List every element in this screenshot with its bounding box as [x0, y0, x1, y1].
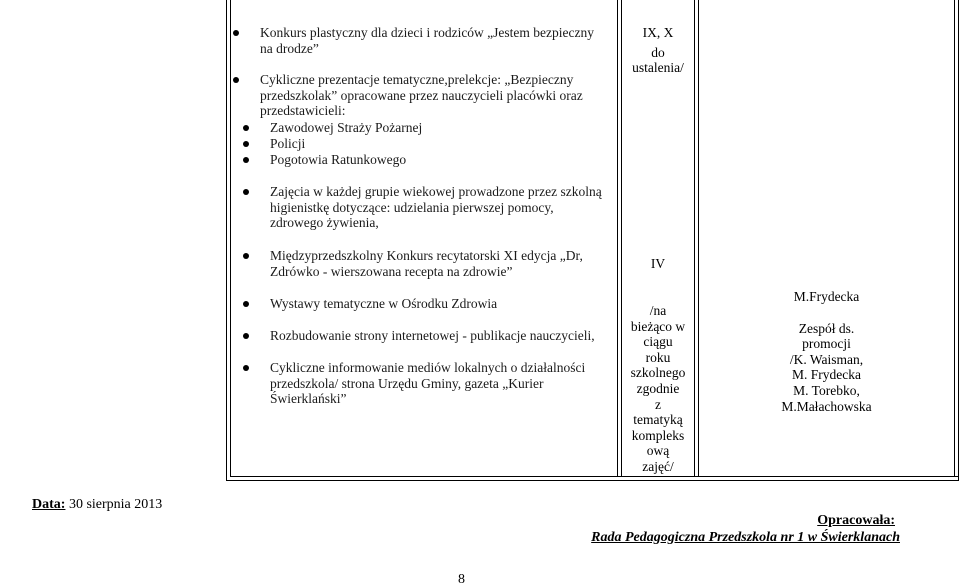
list-item: Cykliczne prezentacje tematyczne,prelekcje: „Bezpieczny przedszkolak” opracowane przez nauczycieli placówki oraz przedstawicieli:	[260, 72, 600, 119]
prepared-label-wrap	[560, 513, 895, 529]
table-border-left-inner	[230, 0, 231, 476]
date-label: Data:	[32, 497, 66, 512]
term-cell-2: IV	[650, 256, 666, 271]
bullet-icon	[243, 253, 249, 259]
list-item: Wystawy tematyczne w Ośrodku Zdrowia	[270, 296, 610, 312]
page-number: 8	[458, 572, 465, 587]
column-divider-2	[694, 0, 695, 476]
list-item: Policji	[270, 136, 305, 152]
list-item: Konkurs plastyczny dla dzieci i rodziców „Jestem bezpieczny na drodze”	[260, 25, 610, 56]
prepared-label: Opracowała:	[817, 513, 895, 528]
list-item: Cykliczne informowanie mediów lokalnych o działalności przedszkola/ strona Urzędu Gminy, gazeta „Kurier Świerklański”	[270, 360, 610, 407]
list-item: Zajęcia w każdej grupie wiekowej prowadzone przez szkolną higienistkę dotyczące: udzielania pierwszej pomocy, zdrowego żywienia,	[270, 184, 610, 231]
prepared-value-wrap	[555, 530, 900, 546]
column-divider-3	[954, 0, 955, 476]
bullet-icon	[243, 301, 249, 307]
list-item: Pogotowia Ratunkowego	[270, 152, 406, 168]
list-item: Rozbudowanie strony internetowej - publikacje nauczycieli,	[270, 328, 610, 344]
date-value: 30 sierpnia 2013	[68, 497, 163, 512]
table-border-bottom	[226, 480, 959, 481]
column-divider-1	[617, 0, 618, 476]
prepared-value: Rada Pedagogiczna Przedszkola nr 1 w Świerklanach	[591, 530, 900, 545]
list-item: Międzyprzedszkolny Konkurs recytatorski XI edycja „Dr, Zdrówko - wierszowana recepta na zdrowie”	[270, 248, 610, 279]
bullet-icon	[243, 125, 249, 131]
table-border-left	[226, 0, 227, 480]
bullet-icon	[243, 157, 249, 163]
term-cell-1: IX, X do ustalenia/	[632, 25, 684, 76]
bullet-icon	[243, 333, 249, 339]
bullet-icon	[233, 30, 239, 36]
bullet-icon	[243, 189, 249, 195]
term-cell-3: /na bieżąco w ciągu roku szkolnego zgodnie z tematyką kompleks ową zajęć/	[630, 303, 686, 474]
bullet-icon	[243, 141, 249, 147]
bullet-icon	[233, 77, 239, 83]
responsible-cell: M.Frydecka Zespół ds. promocji /K. Waisman, M. Frydecka M. Torebko, M.Małachowska	[781, 289, 872, 414]
table-border-bottom-inner	[230, 476, 959, 477]
activities-column	[260, 0, 612, 476]
bullet-icon	[243, 365, 249, 371]
date-line	[32, 497, 162, 513]
list-item: Zawodowej Straży Pożarnej	[270, 120, 422, 136]
